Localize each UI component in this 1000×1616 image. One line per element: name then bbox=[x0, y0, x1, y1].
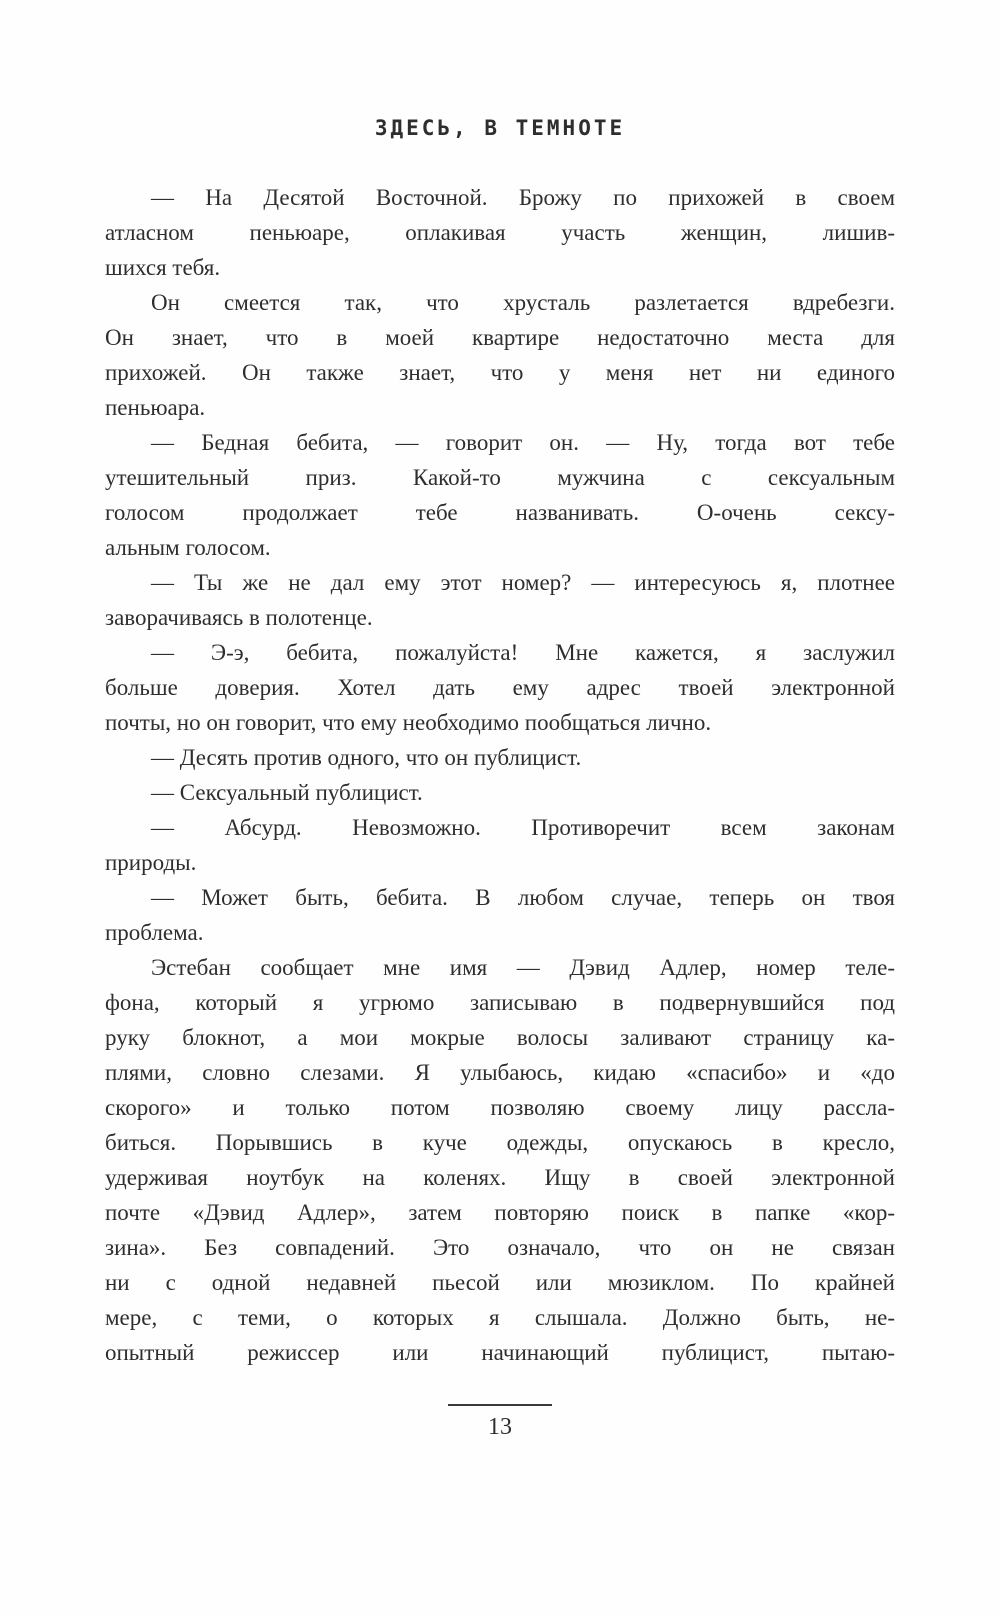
text-line: шихся тебя. bbox=[105, 255, 221, 280]
text-line: — Сексуальный публицист. bbox=[151, 780, 423, 805]
text-line: Он знает, что в моей квартире недостаточно места для bbox=[105, 325, 895, 350]
text-line: опытный режиссер или начинающий публицист, пытаю- bbox=[105, 1340, 895, 1365]
text-line: — На Десятой Восточной. Брожу по прихожей в своем bbox=[151, 185, 895, 210]
running-header: ЗДЕСЬ, В ТЕМНОТЕ bbox=[374, 116, 626, 140]
text-line: — Бедная бебита, — говорит он. — Ну, тогда вот тебе bbox=[151, 430, 895, 455]
text-line: — Может быть, бебита. В любом случае, теперь он твоя bbox=[151, 885, 895, 910]
text-line: скорого» и только потом позволяю своему лицу рассла- bbox=[105, 1095, 895, 1120]
text-line: больше доверия. Хотел дать ему адрес твоей электронной bbox=[105, 675, 895, 700]
text-line: фона, который я угрюмо записываю в подвернувшийся под bbox=[105, 990, 895, 1015]
page-footer bbox=[105, 1404, 895, 1441]
text-line: зина». Без совпадений. Это означало, что он не связан bbox=[105, 1235, 895, 1260]
page-text bbox=[105, 180, 895, 1370]
text-line: почте «Дэвид Адлер», затем повторяю поиск в папке «кор- bbox=[105, 1200, 895, 1225]
text-line: альным голосом. bbox=[105, 535, 271, 560]
text-line: плями, словно слезами. Я улыбаюсь, кидаю «спасибо» и «до bbox=[105, 1060, 895, 1085]
text-line: атласном пеньюаре, оплакивая участь женщин, лишив- bbox=[105, 220, 895, 245]
footer-divider bbox=[448, 1404, 552, 1406]
text-line: прихожей. Он также знает, что у меня нет ни единого bbox=[105, 360, 895, 385]
text-line: голосом продолжает тебе названивать. О-очень сексу- bbox=[105, 500, 895, 525]
text-line: — Ты же не дал ему этот номер? — интересуюсь я, плотнее bbox=[151, 570, 895, 595]
text-line: — Э-э, бебита, пожалуйста! Мне кажется, я заслужил bbox=[151, 640, 895, 665]
text-line: биться. Порывшись в куче одежды, опускаюсь в кресло, bbox=[105, 1130, 895, 1155]
text-line: — Десять против одного, что он публицист. bbox=[151, 745, 582, 770]
text-line: мере, с теми, о которых я слышала. Должно быть, не- bbox=[105, 1305, 895, 1330]
text-line: ни с одной недавней пьесой или мюзиклом. По крайней bbox=[105, 1270, 895, 1295]
text-line: утешительный приз. Какой-то мужчина с сексуальным bbox=[105, 465, 895, 490]
text-line: Он смеется так, что хрусталь разлетается вдребезги. bbox=[151, 290, 895, 315]
page-number: 13 bbox=[488, 1414, 512, 1440]
text-line: — Абсурд. Невозможно. Противоречит всем законам bbox=[151, 815, 895, 840]
text-line: Эстебан сообщает мне имя — Дэвид Адлер, номер теле- bbox=[151, 955, 895, 980]
text-line: проблема. bbox=[105, 920, 204, 945]
text-line: природы. bbox=[105, 850, 197, 875]
text-line: заворачиваясь в полотенце. bbox=[105, 605, 373, 630]
text-line: руку блокнот, а мои мокрые волосы заливают страницу ка- bbox=[105, 1025, 895, 1050]
text-line: почты, но он говорит, что ему необходимо пообщаться лично. bbox=[105, 710, 712, 735]
text-line: удерживая ноутбук на коленях. Ищу в своей электронной bbox=[105, 1165, 895, 1190]
text-line: пеньюара. bbox=[105, 395, 206, 420]
